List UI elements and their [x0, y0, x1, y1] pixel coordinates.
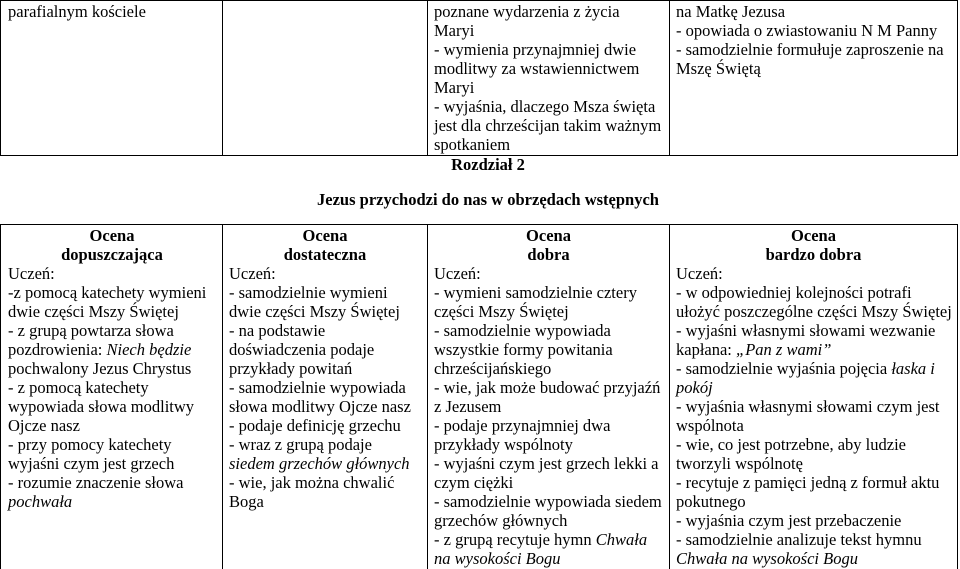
requirement-line [8, 340, 222, 359]
requirement-line: pochwała [8, 492, 73, 511]
line-text: - samodzielnie wyjaśnia pojęcia [676, 359, 888, 378]
line-text: pozdrowienia: [8, 340, 103, 359]
requirement-line: poznane wydarzenia z życia [434, 2, 620, 21]
requirement-line: wyjaśni czym jest grzech [8, 454, 175, 473]
requirement-line [676, 340, 957, 359]
requirement-line: - samodzielnie analizuje tekst hymnu [676, 530, 922, 549]
requirement-line: pokutnego [676, 492, 746, 511]
requirement-line: - z pomocą katechety [8, 378, 149, 397]
requirement-line: - wymieni samodzielnie cztery [434, 283, 637, 302]
requirement-line: części Mszy Świętej [434, 302, 569, 321]
requirement-line: Chwała na wysokości Bogu [676, 549, 858, 568]
requirement-line: - wie, co jest potrzebne, aby ludzie [676, 435, 906, 454]
requirement-line: - samodzielnie wypowiada [229, 378, 406, 397]
requirement-line: wspólnota [676, 416, 744, 435]
requirement-line: wszystkie formy powitania [434, 340, 613, 359]
requirement-line: dwie części Mszy Świętej [229, 302, 400, 321]
requirement-line: - wraz z grupą podaje [229, 435, 372, 454]
requirement-line: na Matkę Jezusa [676, 2, 786, 21]
requirement-line: na wysokości Bogu [434, 549, 561, 568]
prev-cell-bardzo-dobra [669, 1, 958, 155]
student-intro: Uczeń: [8, 264, 55, 283]
requirement-line: - wyjaśni czym jest grzech lekki a [434, 454, 659, 473]
requirement-line: - wyjaśnia, dlaczego Msza święta [434, 97, 656, 116]
requirement-line: - wyjaśni własnymi słowami wezwanie [676, 321, 936, 340]
line-emphasis: Niech będzie [106, 340, 192, 359]
grade-name: bardzo dobra [765, 245, 862, 264]
requirement-line: jest dla chrześcijan takim ważnym [434, 116, 662, 135]
requirement-line: - z grupą powtarza słowa [8, 321, 174, 340]
requirement-line: przykłady powitań [229, 359, 353, 378]
requirement-line: - przy pomocy katechety [8, 435, 172, 454]
prev-cell-dobra [427, 1, 669, 155]
line-emphasis: Chwała [595, 530, 648, 549]
requirement-line: - samodzielnie wymieni [229, 283, 388, 302]
grade-column-dobra [427, 225, 669, 569]
requirement-line: ułożyć poszczególne części Mszy Świętej [676, 302, 952, 321]
grade-label: Ocena [89, 226, 135, 245]
line-emphasis: łaska i [891, 359, 935, 378]
student-intro: Uczeń: [676, 264, 723, 283]
requirement-line: grzechów głównych [434, 511, 568, 530]
chapter-heading: Rozdział 2 [451, 155, 525, 174]
requirement-line: - podaje definicję grzechu [229, 416, 401, 435]
requirement-line: - na podstawie [229, 321, 326, 340]
grade-column-bardzo-dobra [669, 225, 958, 569]
requirement-line: modlitwy za wstawiennictwem [434, 59, 640, 78]
requirement-line: - wymienia przynajmniej dwie [434, 40, 637, 59]
requirement-line: - samodzielnie wypowiada [434, 321, 611, 340]
prev-cell-dopuszczajaca [0, 1, 222, 155]
requirement-line [676, 359, 957, 378]
requirement-line: Ojcze nasz [8, 416, 80, 435]
requirement-line: - wie, jak może budować przyjaźń [434, 378, 661, 397]
grade-label: Ocena [791, 226, 836, 245]
requirement-line: wypowiada słowa modlitwy [8, 397, 195, 416]
requirement-line: z Jezusem [434, 397, 502, 416]
requirement-line [434, 530, 669, 549]
requirement-line: Maryi [434, 21, 475, 40]
requirement-line: chrześcijańskiego [434, 359, 552, 378]
requirement-line: - wie, jak można chwalić [229, 473, 395, 492]
requirement-line: pokój [676, 378, 713, 397]
grades-requirements-table [0, 224, 958, 569]
requirement-line: - rozumie znaczenie słowa [8, 473, 184, 492]
topic-heading: Jezus przychodzi do nas w obrzędach wstępnych [317, 190, 659, 209]
requirement-line: pochwalony Jezus Chrystus [8, 359, 192, 378]
requirement-line: - w odpowiedniej kolejności potrafi [676, 283, 912, 302]
grade-name: dostateczna [283, 245, 367, 264]
student-intro: Uczeń: [434, 264, 481, 283]
requirement-line: - opowiada o zwiastowaniu N M Panny [676, 21, 938, 40]
requirement-line: słowa modlitwy Ojcze nasz [229, 397, 411, 416]
prev-cell-dostateczna [222, 1, 427, 155]
requirement-line: - podaje przynajmniej dwa [434, 416, 611, 435]
requirement-line: Boga [229, 492, 264, 511]
requirement-line: -z pomocą katechety wymieni [8, 283, 207, 302]
line-text: kapłana: [676, 340, 732, 359]
requirement-line: - samodzielnie formułuje zaproszenie na [676, 40, 944, 59]
requirement-line: dwie części Mszy Świętej [8, 302, 179, 321]
requirement-line: - samodzielnie wypowiada siedem [434, 492, 662, 511]
grade-column-dostateczna [222, 225, 427, 569]
grade-label: Ocena [302, 226, 348, 245]
requirement-line: przykłady wspólnoty [434, 435, 573, 454]
grade-column-dopuszczajaca [0, 225, 222, 569]
requirement-line: - wyjaśnia czym jest przebaczenie [676, 511, 902, 530]
grade-name: dopuszczająca [61, 245, 163, 264]
requirement-line: Mszę Świętą [676, 59, 761, 78]
requirement-line: spotkaniem [434, 135, 511, 154]
requirement-line: siedem grzechów głównych [229, 454, 410, 473]
grade-name: dobra [527, 245, 570, 264]
requirement-line: czym ciężki [434, 473, 514, 492]
grade-label: Ocena [526, 226, 571, 245]
previous-chapter-table [0, 0, 958, 156]
line-text: - z grupą recytuje hymn [434, 530, 592, 549]
requirement-line: Maryi [434, 78, 475, 97]
requirement-line: parafialnym kościele [8, 2, 146, 21]
requirement-line: - recytuje z pamięci jedną z formuł aktu [676, 473, 940, 492]
requirement-line: tworzyli wspólnotę [676, 454, 803, 473]
line-emphasis: „Pan z wami” [736, 340, 832, 359]
requirement-line: doświadczenia podaje [229, 340, 375, 359]
student-intro: Uczeń: [229, 264, 276, 283]
requirement-line: - wyjaśnia własnymi słowami czym jest [676, 397, 940, 416]
